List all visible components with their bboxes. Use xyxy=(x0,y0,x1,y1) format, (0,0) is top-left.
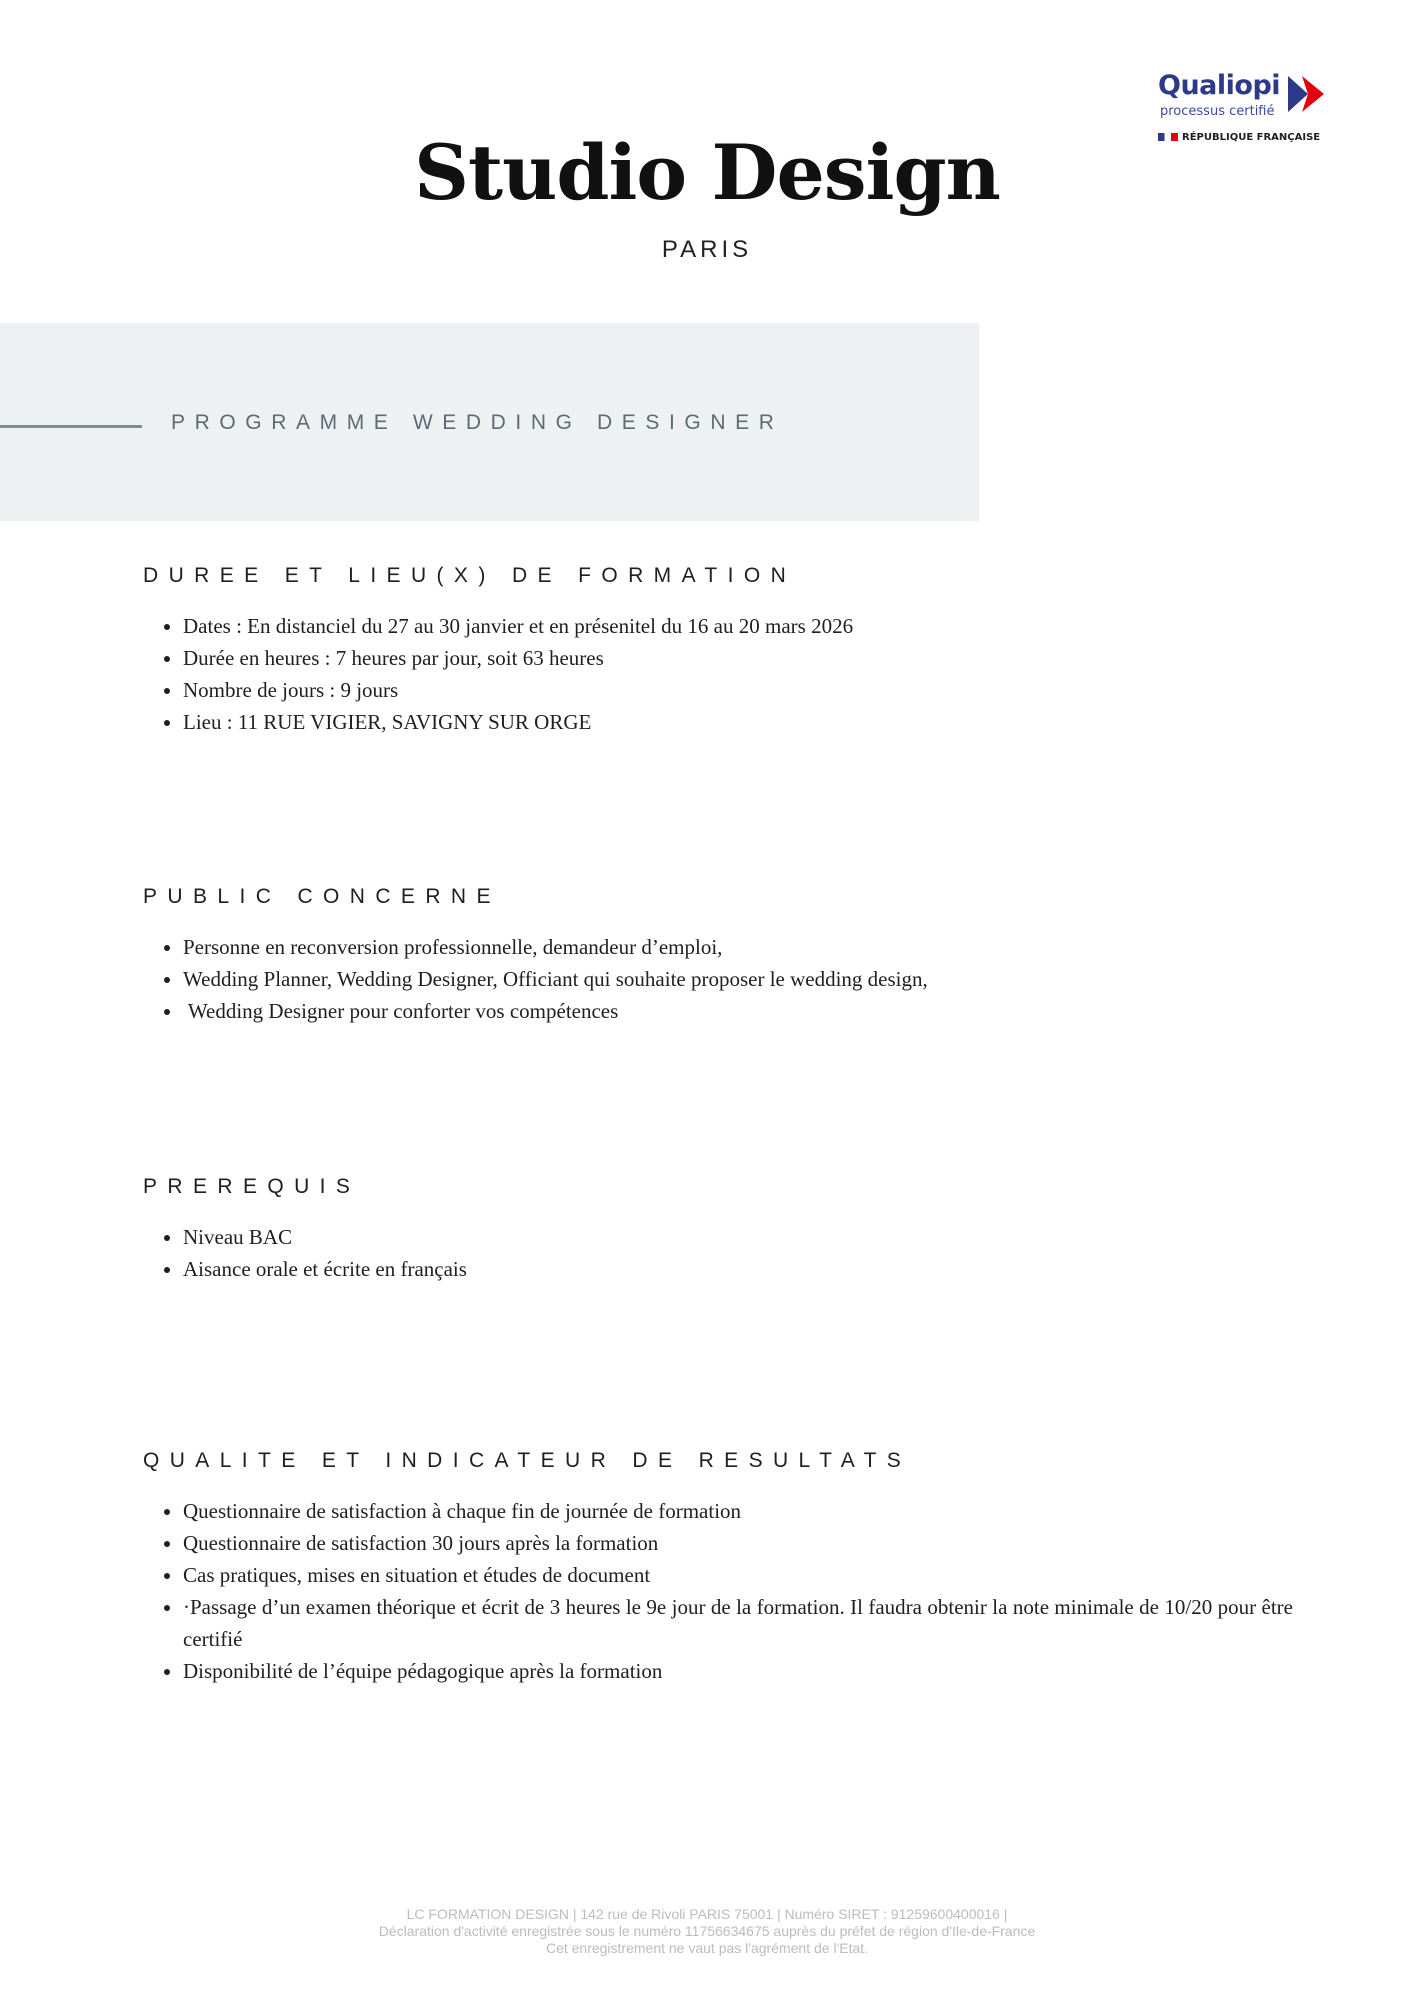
section-list xyxy=(143,1495,1293,1687)
list-item: • Aisance orale et écrite en français xyxy=(183,1253,1293,1285)
section-heading: QUALITE ET INDICATEUR DE RESULTATS xyxy=(143,1449,912,1472)
footer xyxy=(0,1906,1414,1957)
section-heading: PUBLIC CONCERNE xyxy=(143,885,501,908)
qualiopi-brand: Qualiopi xyxy=(1158,70,1281,101)
republique-text: RÉPUBLIQUE FRANÇAISE xyxy=(1182,132,1321,143)
list-item: • Nombre de jours : 9 jours xyxy=(183,674,1293,706)
section-qualite xyxy=(143,1449,1293,1687)
footer-line: Cet enregistrement ne vaut pas l'agrément de l'Etat. xyxy=(545,1940,869,1956)
list-item: • Dates : En distanciel du 27 au 30 janvier et en présenitel du 16 au 20 mars 2026 xyxy=(183,610,1293,642)
list-item: • Questionnaire de satisfaction à chaque fin de journée de formation xyxy=(183,1495,1293,1527)
list-item: • Questionnaire de satisfaction 30 jours après la formation xyxy=(183,1527,1293,1559)
list-item: • Wedding Planner, Wedding Designer, Officiant qui souhaite proposer le wedding design, xyxy=(183,963,1293,995)
qualiopi-subtitle: processus certifié xyxy=(1160,104,1275,119)
list-item: • Disponibilité de l’équipe pédagogique après la formation xyxy=(183,1655,1293,1687)
section-list xyxy=(143,610,1293,738)
program-title: PROGRAMME WEDDING DESIGNER xyxy=(171,411,784,434)
footer-line: Déclaration d'activité enregistrée sous le numéro 11756634675 auprès du préfet de région d'Ile-de-France xyxy=(378,1923,1036,1939)
section-duree xyxy=(143,564,1293,738)
list-item: • ·Passage d’un examen théorique et écrit de 3 heures le 9e jour de la formation. Il faudra obtenir la note minimale de 10/20 pour être certifié xyxy=(183,1591,1293,1655)
section-public xyxy=(143,885,1293,1027)
section-list xyxy=(143,931,1293,1027)
list-item: • Niveau BAC xyxy=(183,1221,1293,1253)
list-item: • Personne en reconversion professionnelle, demandeur d’emploi, xyxy=(183,931,1293,963)
list-item: • Durée en heures : 7 heures par jour, soit 63 heures xyxy=(183,642,1293,674)
list-item: • Cas pratiques, mises en situation et études de document xyxy=(183,1559,1293,1591)
section-list xyxy=(143,1221,1293,1285)
studio-subtitle: PARIS xyxy=(661,236,753,263)
section-heading: PREREQUIS xyxy=(143,1175,361,1198)
program-banner xyxy=(0,323,979,521)
studio-title: Studio Design xyxy=(414,128,1000,217)
list-item: • Wedding Designer pour conforter vos compétences xyxy=(183,995,1293,1027)
qualiopi-arrows-icon xyxy=(1286,74,1326,114)
section-heading: DUREE ET LIEU(X) DE FORMATION xyxy=(143,564,797,587)
list-item: • Lieu : 11 RUE VIGIER, SAVIGNY SUR ORGE xyxy=(183,706,1293,738)
section-prerequis xyxy=(143,1175,1293,1285)
banner-divider xyxy=(0,425,142,428)
footer-line: LC FORMATION DESIGN | 142 rue de Rivoli PARIS 75001 | Numéro SIRET : 91259600400016 | xyxy=(406,1906,1008,1922)
